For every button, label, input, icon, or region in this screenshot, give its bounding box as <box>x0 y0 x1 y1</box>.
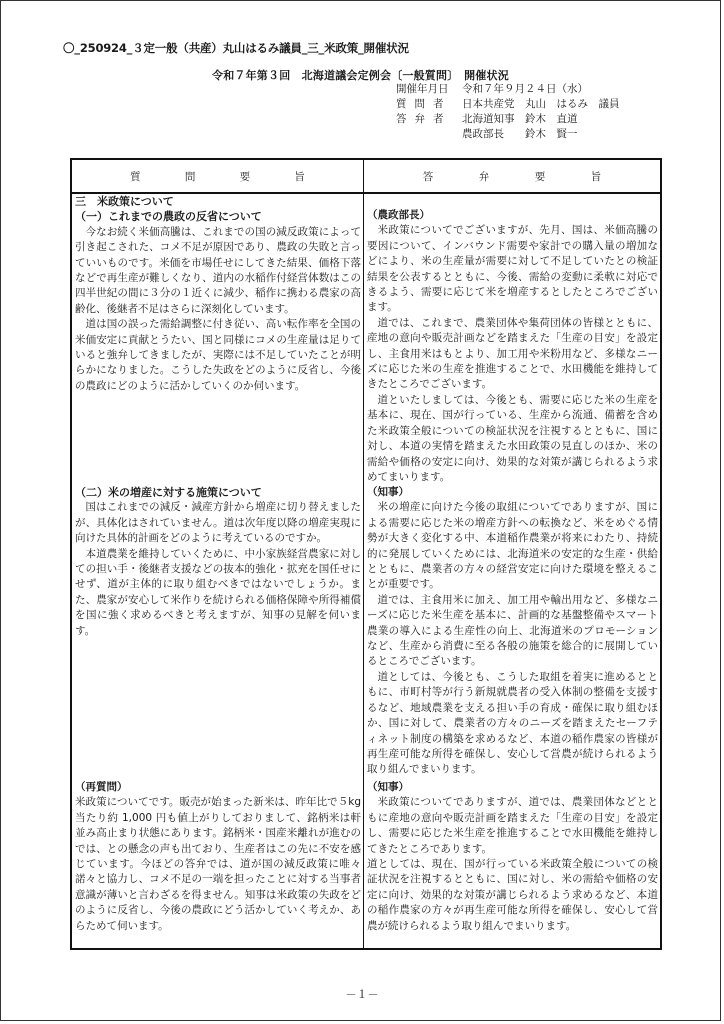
question-subtitle: （二）米の増産に対する施策について <box>75 486 262 499</box>
question-paragraph: 米政策についてです。販売が始まった新米は、昨年比で５kg 当たり約 1,000 円も値上がりしておりまして、銘柄米は軒並み高止まり状態にあります。銘柄米・国産米離れが進むのでは、との懸念の声も出ており、生産者はこの先に不安を感じています。今ほどの答弁では、道が国の減反政策に唯々諾々と協力し、コメ不足の一端を担ったことに対する当事者意識が薄いと言わざるを得ません。知事は米政策の失政をどのように反省し、今後の農政にどう活かしていく考えか、あらためて伺います。 <box>75 796 361 932</box>
answer-block-3 <box>367 780 658 934</box>
question-paragraph: 道は国の誤った需給調整に付き従い、高い転作率を全国の米価安定に貢献とうたい、国と同様にコメの生産量は足りていると強弁してきましたが、実際には不足していたことが明らかになりました。こうした失政をどのように反省し、今後の農政にどのように活かしていくのか伺います。 <box>75 318 361 392</box>
answer-paragraph: 道としては、今後とも、こうした取組を着実に進めるとともに、市町村等が行う新規就農者の受入体制の整備を支援するなど、地域農業を支える担い手の育成・確保に取り組むほか、国に対して、農業者の方々のニーズを踏まえたセーフティネット制度の構築を求めるなど、本道の稲作農家の皆様が再生産可能な所得を確保し、安心して営農が続けられるよう取り組んでまいります。 <box>367 670 658 776</box>
answer-header <box>364 160 660 194</box>
date-label: 開催年月日 <box>396 83 449 95</box>
header-char: 要 <box>534 170 546 183</box>
meeting-title: 令和７年第３回 北海道議会定例会〔一般質問〕 開催状況 <box>212 69 509 82</box>
page-number: －１－ <box>345 988 379 1001</box>
date-value: 令和７年９月２４日（水） <box>462 83 588 95</box>
header-char: 旨 <box>294 170 305 183</box>
questioner-row <box>396 97 620 112</box>
respondent-2: 農政部長 鈴木 賢一 <box>462 128 578 140</box>
header-char: 旨 <box>590 170 602 183</box>
answer-paragraph: 米政策についてでありますが、道では、農業団体などとともに産地の意向や販売計画を踏まえた「生産の目安」を設定し、需要に応じた米生産を推進することで水田機能を維持してきたところであります。 <box>367 796 658 855</box>
file-title: 〇_250924_３定一般（共産）丸山はるみ議員_三_米政策_開催状況 <box>63 41 409 55</box>
qa-table <box>70 158 662 950</box>
questioner-label: 質問者 <box>396 98 452 110</box>
questioner-value: 日本共産党 丸山 はるみ 議員 <box>462 98 620 110</box>
question-subtitle: （一）これまでの農政の反省について <box>75 210 262 224</box>
header-char: 答 <box>422 170 434 183</box>
question-paragraph: 本道農業を維持していくために、中小家族経営農家に対しての担い手・後継者支援などの抜本的強化・拡充を国任せにせず、道が主体的に取り組むべきではないでしょうか。また、農家が安心して米作りを続けられる価格保障や所得補償を国に強く求めるべきと考えますが、知事の見解を伺います。 <box>75 547 361 637</box>
question-block-2 <box>75 485 361 639</box>
question-column <box>72 160 364 948</box>
answer-speaker: （知事） <box>367 781 409 793</box>
answer-paragraph: 道としては、現在、国が行っている米政策全般についての検証状況を注視するとともに、国に対し、米の需給や価格の安定に向け、効果的な対策が講じられるよう求めるなど、本道の稲作農家の方々が再生産可能な所得を確保し、安心して営農が続けられるよう取り組んでまいります。 <box>367 858 658 932</box>
answer-block-1 <box>367 208 658 485</box>
question-paragraph: 国はこれまでの減反・減産方針から増産に切り替えましたが、具体化はされていません。道は次年度以降の増産実現に向けた具体的計画をどのように考えているのですか。 <box>75 501 361 545</box>
question-paragraph: 今なお続く米価高騰は、これまでの国の減反政策によって引き起こされた、コメ不足が原因であり、農政の失敗と言っていいものです。米価を市場任せにしてきた結果、価格下落などで再生産が難しくなり、道内の水稲作付経営体数はこの四半世紀の間に３分の１近くに減少、稲作に携わる農家の高齢化、後継者不足はさらに深刻化しています。 <box>75 225 361 315</box>
answer-block-2 <box>367 485 658 778</box>
question-header <box>72 160 363 194</box>
respondent-row <box>396 112 620 127</box>
header-char: 弁 <box>478 170 490 183</box>
answer-paragraph: 道では、これまで、農業団体や集荷団体の皆様とともに、産地の意向や販売計画などを踏まえた「生産の目安」を設定し、主食用米はもとより、加工用や米粉用など、多様なニーズに応じた米の生産を推進することで、水田機能を維持してきたところでございます。 <box>367 316 658 391</box>
answer-paragraph: 道といたしましては、今後とも、需要に応じた米の生産を基本に、現在、国が行っている、生産から流通、備蓄を含めた米政策全般についての検証状況を注視するとともに、国に対し、本道の実情を踏まえた水田政策の見直しのほか、米の需給や価格の安定に向け、効果的な対策が講じられるよう求めてまいります。 <box>367 393 658 483</box>
header-char: 質 <box>130 170 141 183</box>
answer-body <box>364 194 660 932</box>
header-char: 要 <box>239 170 251 183</box>
header-char: 問 <box>184 170 196 183</box>
answer-paragraph: 道では、主食用米に加え、加工用や輸出用など、多様なニーズに応じた米生産を基本に、計画的な基盤整備やスマート農業の導入による生産性の向上、北海道米のプロモーションなど、生産から消費に至る各般の施策を総合的に展開しているところでございます。 <box>367 593 658 668</box>
answer-speaker: （知事） <box>367 486 409 498</box>
question-block-3 <box>75 780 361 934</box>
respondent-row-2 <box>396 127 620 142</box>
question-subtitle: （再質問） <box>75 781 128 793</box>
question-body <box>72 194 363 932</box>
answer-speaker: （農政部長） <box>367 209 430 221</box>
question-block-1 <box>75 194 361 394</box>
respondent-label: 答弁者 <box>396 113 452 125</box>
answer-column <box>364 160 660 948</box>
section-title: 三 米政策について <box>75 195 174 208</box>
respondent-1: 北海道知事 鈴木 直道 <box>462 113 578 125</box>
date-row <box>396 82 620 97</box>
answer-paragraph: 米の増産に向けた今後の取組についてでありますが、国による需要に応じた米の増産方針への転換など、米をめぐる情勢が大きく変化する中、本道稲作農業が将来にわたり、持続的に発展していくためには、北海道米の安定的な生産・供給とともに、農業者の方々の経営安定に向けた環境を整えることが重要です。 <box>367 501 658 591</box>
meeting-info <box>396 82 620 142</box>
answer-paragraph: 米政策についてでございますが、先月、国は、米価高騰の要因について、インバウンド需要や家計での購入量の増加などにより、米の生産量が需要に対して不足していたとの検証結果を公表するとともに、今後、需給の変動に柔軟に対応できるよう、需要に応じて米を増産するとしたところでございます。 <box>367 224 658 314</box>
